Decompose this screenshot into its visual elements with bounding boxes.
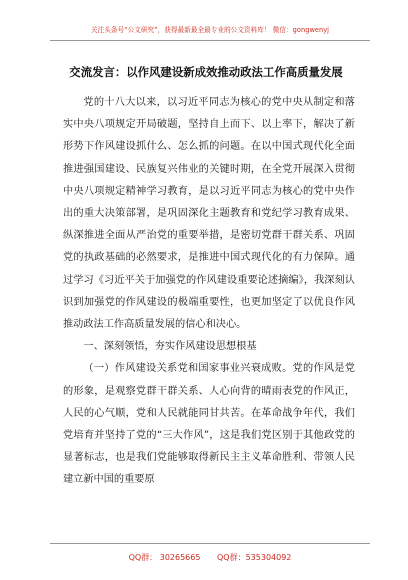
footer-qq-group-2: QQ群：535304092 bbox=[217, 553, 292, 562]
document-title: 交流发言：以作风建设新成效推动政法工作高质量发展 bbox=[69, 65, 343, 79]
header-promo-text: 关注头条号“公文研究”，获得最新最全最专业的公文资料库！ 微信：gongwenyj bbox=[90, 26, 330, 34]
document-body bbox=[63, 92, 355, 492]
footer-divider bbox=[50, 543, 370, 544]
footer-qq-group-1: QQ群： 30265665 bbox=[128, 553, 201, 562]
subsection-paragraph: （一）作风建设关系党和国家事业兴衰成败。党的作风是党的形象，是观察党群干群关系、人心向背的晴雨表党的作风正，人民的心气顺，党和人民就能同甘共苦。在革命战争年代，我们党培育并坚持了党的“三大作风”，这是我们党区别于其他政党的显著标志，也是我们党能够取得新民主主义革命胜利、带领人民建立新中国的重要原 bbox=[63, 363, 355, 486]
footer-contact bbox=[50, 552, 370, 563]
section-heading: 一、深刻领悟，夯实作风建设思想根基 bbox=[83, 341, 257, 353]
body-paragraph: 党的十八大以来，以习近平同志为核心的党中央从制定和落实中央八项规定开局破题，坚持自上而下、以上率下，解决了新形势下作风建设抓什么、怎么抓的问题。在以中国式现代化全面推进强国建设、民族复兴伟业的关键时期，在全党开展深入贯彻中央八项规定精神学习教育，是以习近平同志为核心的党中央作出的重大决策部署，是巩固深化主题教育和党纪学习教育成果、纵深推进全面从严治党的重要举措，是密切党群干群关系、巩固党的执政基础的必然要求，是推进中国式现代化的有力保障。通过学习《习近平关于加强党的作风建设重要论述摘编》，我深刻认识到加强党的作风建设的极端重要性，也更加坚定了以优良作风推动政法工作高质量发展的信心和决心。 bbox=[63, 97, 355, 331]
header-divider bbox=[50, 40, 370, 41]
